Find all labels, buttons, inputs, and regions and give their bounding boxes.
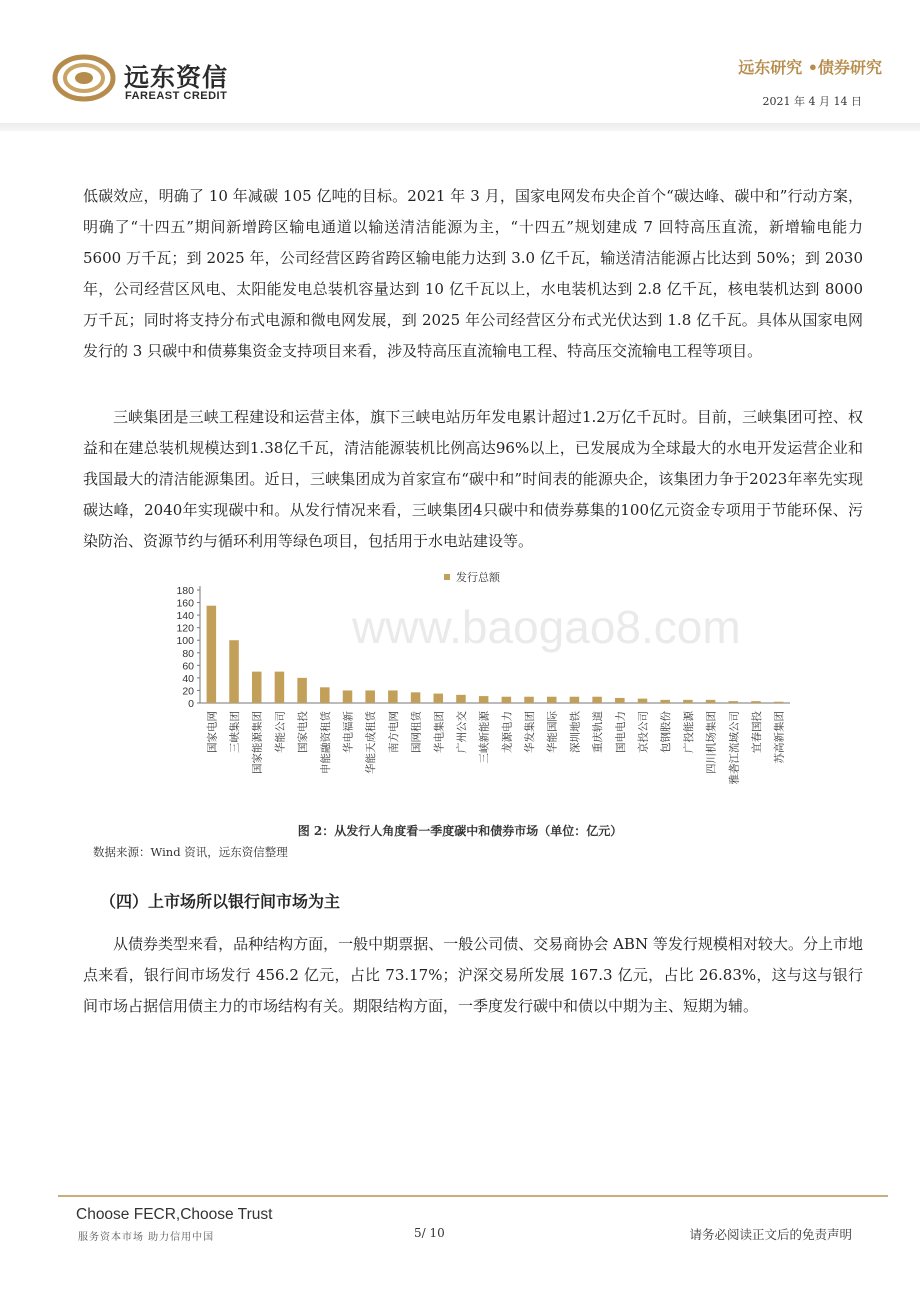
logo-wordmark-en: FAREAST CREDIT — [125, 90, 228, 102]
disclaimer-note: 请务必阅读正文后的免责声明 — [689, 1227, 852, 1242]
y-tick-label: 40 — [182, 672, 194, 685]
legend-label: 发行总额 — [456, 571, 500, 584]
bar-14 — [524, 697, 534, 703]
fareast-logo-icon — [52, 52, 116, 104]
bar-10 — [434, 694, 444, 703]
bar-5 — [320, 687, 330, 703]
paragraph-market-venue: 从债券类型来看，品种结构方面，一般中期票据、一般公司债、交易商协会 ABN 等发行规模相对较大。分上市地点来看，银行间市场发行 456.2 亿元，占比 73.17%；沪深交易所发展 167.3 亿元，占比 26.83%，这与这与银行间市场占据信用债主力的市场结构有关。期限结构方面，一季度发行碳中和债以中期为主、短期为辅。 — [83, 935, 863, 1015]
x-tick-label: 广州公交 — [455, 711, 468, 753]
report-date: 2021 年 4 月 14 日 — [762, 95, 862, 108]
bar-23 — [729, 701, 739, 703]
bar-6 — [343, 690, 353, 703]
y-tick-label: 0 — [188, 698, 194, 710]
data-source-note: 数据来源：Wind 资讯，远东资信整理 — [93, 845, 288, 859]
footer-divider — [58, 1195, 888, 1197]
bar-7 — [365, 690, 375, 703]
y-tick-label: 20 — [182, 685, 194, 698]
bar-0 — [207, 606, 217, 703]
bar-3 — [275, 672, 285, 703]
bar-21 — [683, 700, 693, 703]
section-heading: （四）上市场所以银行间市场为主 — [100, 892, 341, 911]
bar-18 — [615, 698, 625, 703]
bar-25 — [774, 702, 784, 703]
x-tick-label: 四川机场集团 — [705, 711, 718, 774]
bar-17 — [592, 697, 602, 703]
logo-wordmark-cn: 远东资信 — [124, 63, 229, 92]
x-tick-label: 苏高新集团 — [773, 711, 786, 764]
x-tick-label: 深圳地铁 — [569, 711, 582, 753]
bar-2 — [252, 672, 262, 703]
x-tick-label: 华电集团 — [433, 711, 446, 753]
bar-16 — [570, 697, 580, 703]
x-tick-label: 华能公司 — [274, 711, 287, 753]
header-divider — [0, 123, 920, 131]
bar-13 — [502, 697, 512, 703]
y-tick-label: 160 — [176, 597, 194, 610]
bar-11 — [456, 695, 466, 703]
bar-20 — [660, 700, 670, 703]
x-tick-label: 重庆轨道 — [592, 711, 605, 753]
figure-caption: 图 2：从发行人角度看一季度碳中和债券市场（单位：亿元） — [297, 824, 623, 838]
x-tick-label: 三峡新能源 — [478, 711, 491, 764]
y-tick-label: 180 — [176, 585, 194, 597]
paragraph-state-grid: 低碳效应，明确了 10 年减碳 105 亿吨的目标。2021 年 3 月，国家电网发布央企首个“碳达峰、碳中和”行动方案，明确了“十四五”期间新增跨区输电通道以输送清洁能源为主，“十四五”规划建成 7 回特高压直流，新增输电能力 5600 万千瓦；到 2025 年，公司经营区跨省跨区输电能力达到 3.0 亿千瓦，输送清洁能源占比达到 50%；到 2030 年，公司经营区风电、太阳能发电总装机容量达到 10 亿千瓦以上，水电装机达到 2.8 亿千瓦，核电装机达到 8000 万千瓦；同时将支持分布式电源和微电网发展，到 2025 年公司经营区分布式光伏达到 1.8 亿千瓦。具体从国家电网发行的 3 只碳中和债募集资金支持项目来看，涉及特高压直流输电工程、特高压交流输电工程等项目。 — [83, 187, 863, 360]
page-number: 5/ 10 — [414, 1226, 445, 1240]
x-tick-label: 宜春国投 — [750, 711, 763, 753]
x-tick-label: 三峡集团 — [229, 711, 242, 753]
y-tick-label: 140 — [176, 610, 194, 623]
x-tick-label: 京投公司 — [637, 711, 650, 753]
x-tick-label: 雅砻江流域公司 — [728, 711, 741, 785]
y-tick-label: 80 — [182, 647, 194, 660]
y-tick-label: 120 — [176, 622, 194, 635]
report-section-label: 远东研究 •债券研究 — [738, 58, 882, 77]
x-tick-label: 华发集团 — [524, 711, 537, 753]
x-tick-label: 华能国际 — [546, 711, 559, 753]
legend-swatch — [444, 574, 450, 580]
x-tick-label: 华电福新 — [342, 711, 355, 753]
x-tick-label: 国家电网 — [206, 711, 219, 753]
bar-15 — [547, 697, 557, 703]
y-tick-label: 60 — [182, 660, 194, 673]
y-tick-label: 100 — [176, 635, 194, 648]
bar-8 — [388, 690, 398, 703]
x-tick-label: 包钢股份 — [660, 711, 673, 753]
bar-19 — [638, 699, 648, 703]
issuer-bar-chart — [160, 568, 800, 826]
footer-slogan-cn: 服务资本市场 助力信用中国 — [78, 1232, 215, 1243]
bar-22 — [706, 700, 716, 703]
paragraph-three-gorges: 三峡集团是三峡工程建设和运营主体，旗下三峡电站历年发电累计超过1.2万亿千瓦时。目前，三峡集团可控、权益和在建总装机规模达到1.38亿千瓦，清洁能源装机比例高达96%以上，已发展成为全球最大的水电开发运营企业和我国最大的清洁能源集团。近日，三峡集团成为首家宣布“碳中和”时间表的能源央企，该集团力争于2023年率先实现碳达峰，2040年实现碳中和。从发行情况来看，三峡集团4只碳中和债券募集的100亿元资金专项用于节能环保、污染防治、资源节约与循环利用等绿色项目，包括用于水电站建设等。 — [83, 408, 863, 550]
footer-slogan-en: Choose FECR,Choose Trust — [76, 1206, 273, 1223]
x-tick-label: 龙源电力 — [501, 711, 514, 753]
x-tick-label: 国家能源集团 — [251, 711, 264, 774]
x-tick-label: 广投能源 — [682, 711, 695, 753]
x-tick-label: 国家电投 — [297, 711, 310, 753]
bar-24 — [751, 701, 761, 703]
x-tick-label: 南方电网 — [387, 711, 400, 753]
watermark-text: www.baogao8.com — [352, 601, 741, 653]
x-tick-label: 华能天成租赁 — [365, 711, 378, 774]
bar-1 — [229, 640, 239, 703]
bar-12 — [479, 696, 489, 703]
bar-4 — [297, 678, 307, 703]
x-tick-label: 国电电力 — [614, 711, 627, 753]
x-tick-label: 申能融资租赁 — [319, 711, 332, 774]
bar-9 — [411, 692, 421, 703]
x-tick-label: 国网租赁 — [410, 711, 423, 753]
